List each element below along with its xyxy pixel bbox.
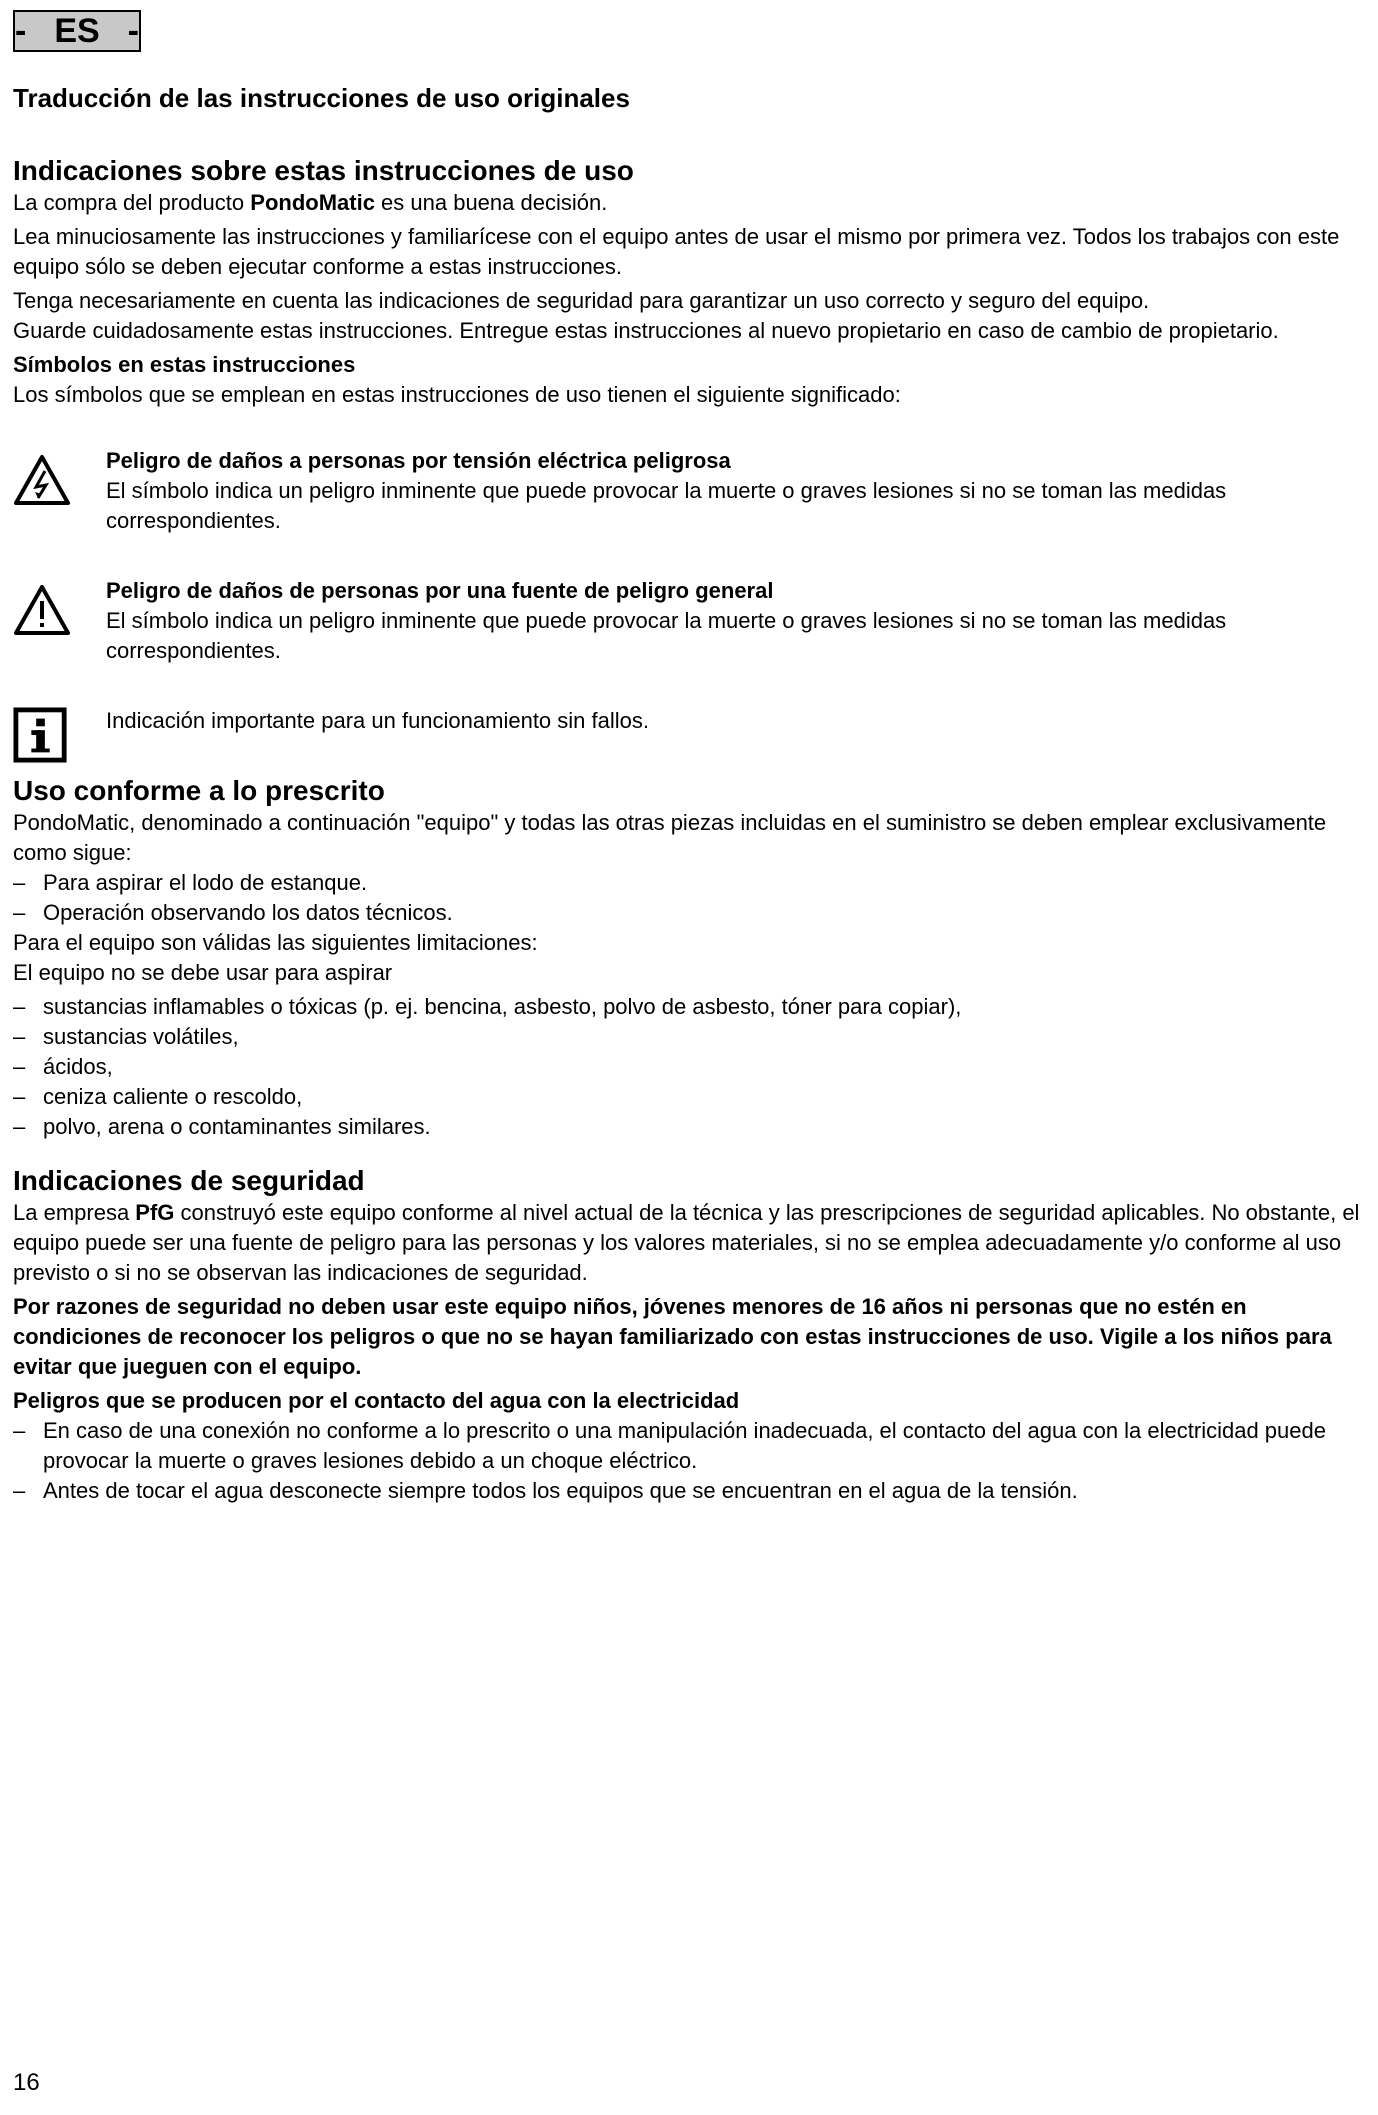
limits-intro: Para el equipo son válidas las siguientes limitaciones: <box>13 930 538 955</box>
symbols-intro: Los símbolos que se emplean en estas instrucciones de uso tienen el siguiente significado: <box>13 382 901 407</box>
symbol-general-text: El símbolo indica un peligro inminente que puede provocar la muerte o graves lesiones si no se toman las medidas correspondientes. <box>106 608 1227 663</box>
list-item: – Antes de tocar el agua desconecte siempre todos los equipos que se encuentran en el agua de la tensión. <box>13 1476 1370 1506</box>
symbol-general <box>13 576 1370 666</box>
list-item: – polvo, arena o contaminantes similares. <box>13 1112 1370 1142</box>
intended-use-heading: Uso conforme a lo prescrito <box>13 775 385 806</box>
info-icon <box>13 706 69 764</box>
instructions-p4: Guarde cuidadosamente estas instrucciones. Entregue estas instrucciones al nuevo propietario en caso de cambio de propietario. <box>13 318 1279 343</box>
instructions-heading: Indicaciones sobre estas instrucciones de uso <box>13 155 634 186</box>
lang-code: ES <box>54 12 100 50</box>
list-item: – Operación observando los datos técnicos. <box>13 898 1370 928</box>
symbol-info-text: Indicación importante para un funcionamiento sin fallos. <box>106 708 649 733</box>
symbol-electric-title: Peligro de daños a personas por tensión eléctrica peligrosa <box>106 448 731 473</box>
uses-list <box>13 868 1370 928</box>
intended-use-intro: PondoMatic, denominado a continuación "equipo" y todas las otras piezas incluidas en el suministro se deben emplear exclusivamente como sigue: <box>13 810 1327 865</box>
lang-dash-left: - <box>15 12 27 50</box>
brand-name-pfg: PfG <box>135 1200 175 1225</box>
instructions-p3: Tenga necesariamente en cuenta las indicaciones de seguridad para garantizar un uso correcto y seguro del equipo. <box>13 288 1150 313</box>
list-item: – Para aspirar el lodo de estanque. <box>13 868 1370 898</box>
document-body <box>13 82 1370 1506</box>
safety-p1: La empresa PfG construyó este equipo conforme al nivel actual de la técnica y las prescripciones de seguridad aplicables. No obstante, el equipo puede ser una fuente de peligro para las personas y los valores materiales, si no se emplea adecuadamente y/o conforme al uso previsto o si no se observan las indicaciones de seguridad. <box>13 1200 1360 1285</box>
water-list <box>13 1416 1370 1506</box>
symbols-heading: Símbolos en estas instrucciones <box>13 352 356 377</box>
water-heading: Peligros que se producen por el contacto del agua con la electricidad <box>13 1388 740 1413</box>
symbol-info <box>13 706 1370 736</box>
list-item: – ácidos, <box>13 1052 1370 1082</box>
list-item: – ceniza caliente o rescoldo, <box>13 1082 1370 1112</box>
list-item: – En caso de una conexión no conforme a lo prescrito o una manipulación inadecuada, el contacto del agua con la electricidad puede provocar la muerte o graves lesiones debido a un choque eléctrico. <box>13 1416 1370 1476</box>
document-title: Traducción de las instrucciones de uso originales <box>13 83 630 113</box>
symbol-electric <box>13 446 1370 536</box>
symbol-electric-text: El símbolo indica un peligro inminente que puede provocar la muerte o graves lesiones si no se toman las medidas correspondientes. <box>106 478 1227 533</box>
instructions-p2: Lea minuciosamente las instrucciones y familiarícese con el equipo antes de usar el mismo por primera vez. Todos los trabajos con este equipo sólo se deben ejecutar conforme a estas instrucciones. <box>13 224 1340 279</box>
general-hazard-icon <box>13 584 71 636</box>
page-number: 16 <box>13 2069 40 2096</box>
list-item: – sustancias volátiles, <box>13 1022 1370 1052</box>
brand-name: PondoMatic <box>250 190 375 215</box>
limits-list <box>13 992 1370 1142</box>
symbol-general-title: Peligro de daños de personas por una fuente de peligro general <box>106 578 774 603</box>
lang-dash-right: - <box>127 12 139 50</box>
safety-warning: Por razones de seguridad no deben usar este equipo niños, jóvenes menores de 16 años ni personas que no estén en condiciones de reconocer los peligros o que no se hayan familiarizado con estas instrucciones de uso. Vigile a los niños para evitar que jueguen con el equipo. <box>13 1294 1332 1379</box>
language-tab <box>13 10 141 52</box>
instructions-p1: La compra del producto PondoMatic es una buena decisión. <box>13 190 608 215</box>
list-item: – sustancias inflamables o tóxicas (p. ej. bencina, asbesto, polvo de asbesto, tóner para copiar), <box>13 992 1370 1022</box>
safety-heading: Indicaciones de seguridad <box>13 1165 365 1196</box>
electric-hazard-icon <box>13 454 71 506</box>
limits-sub: El equipo no se debe usar para aspirar <box>13 960 393 985</box>
